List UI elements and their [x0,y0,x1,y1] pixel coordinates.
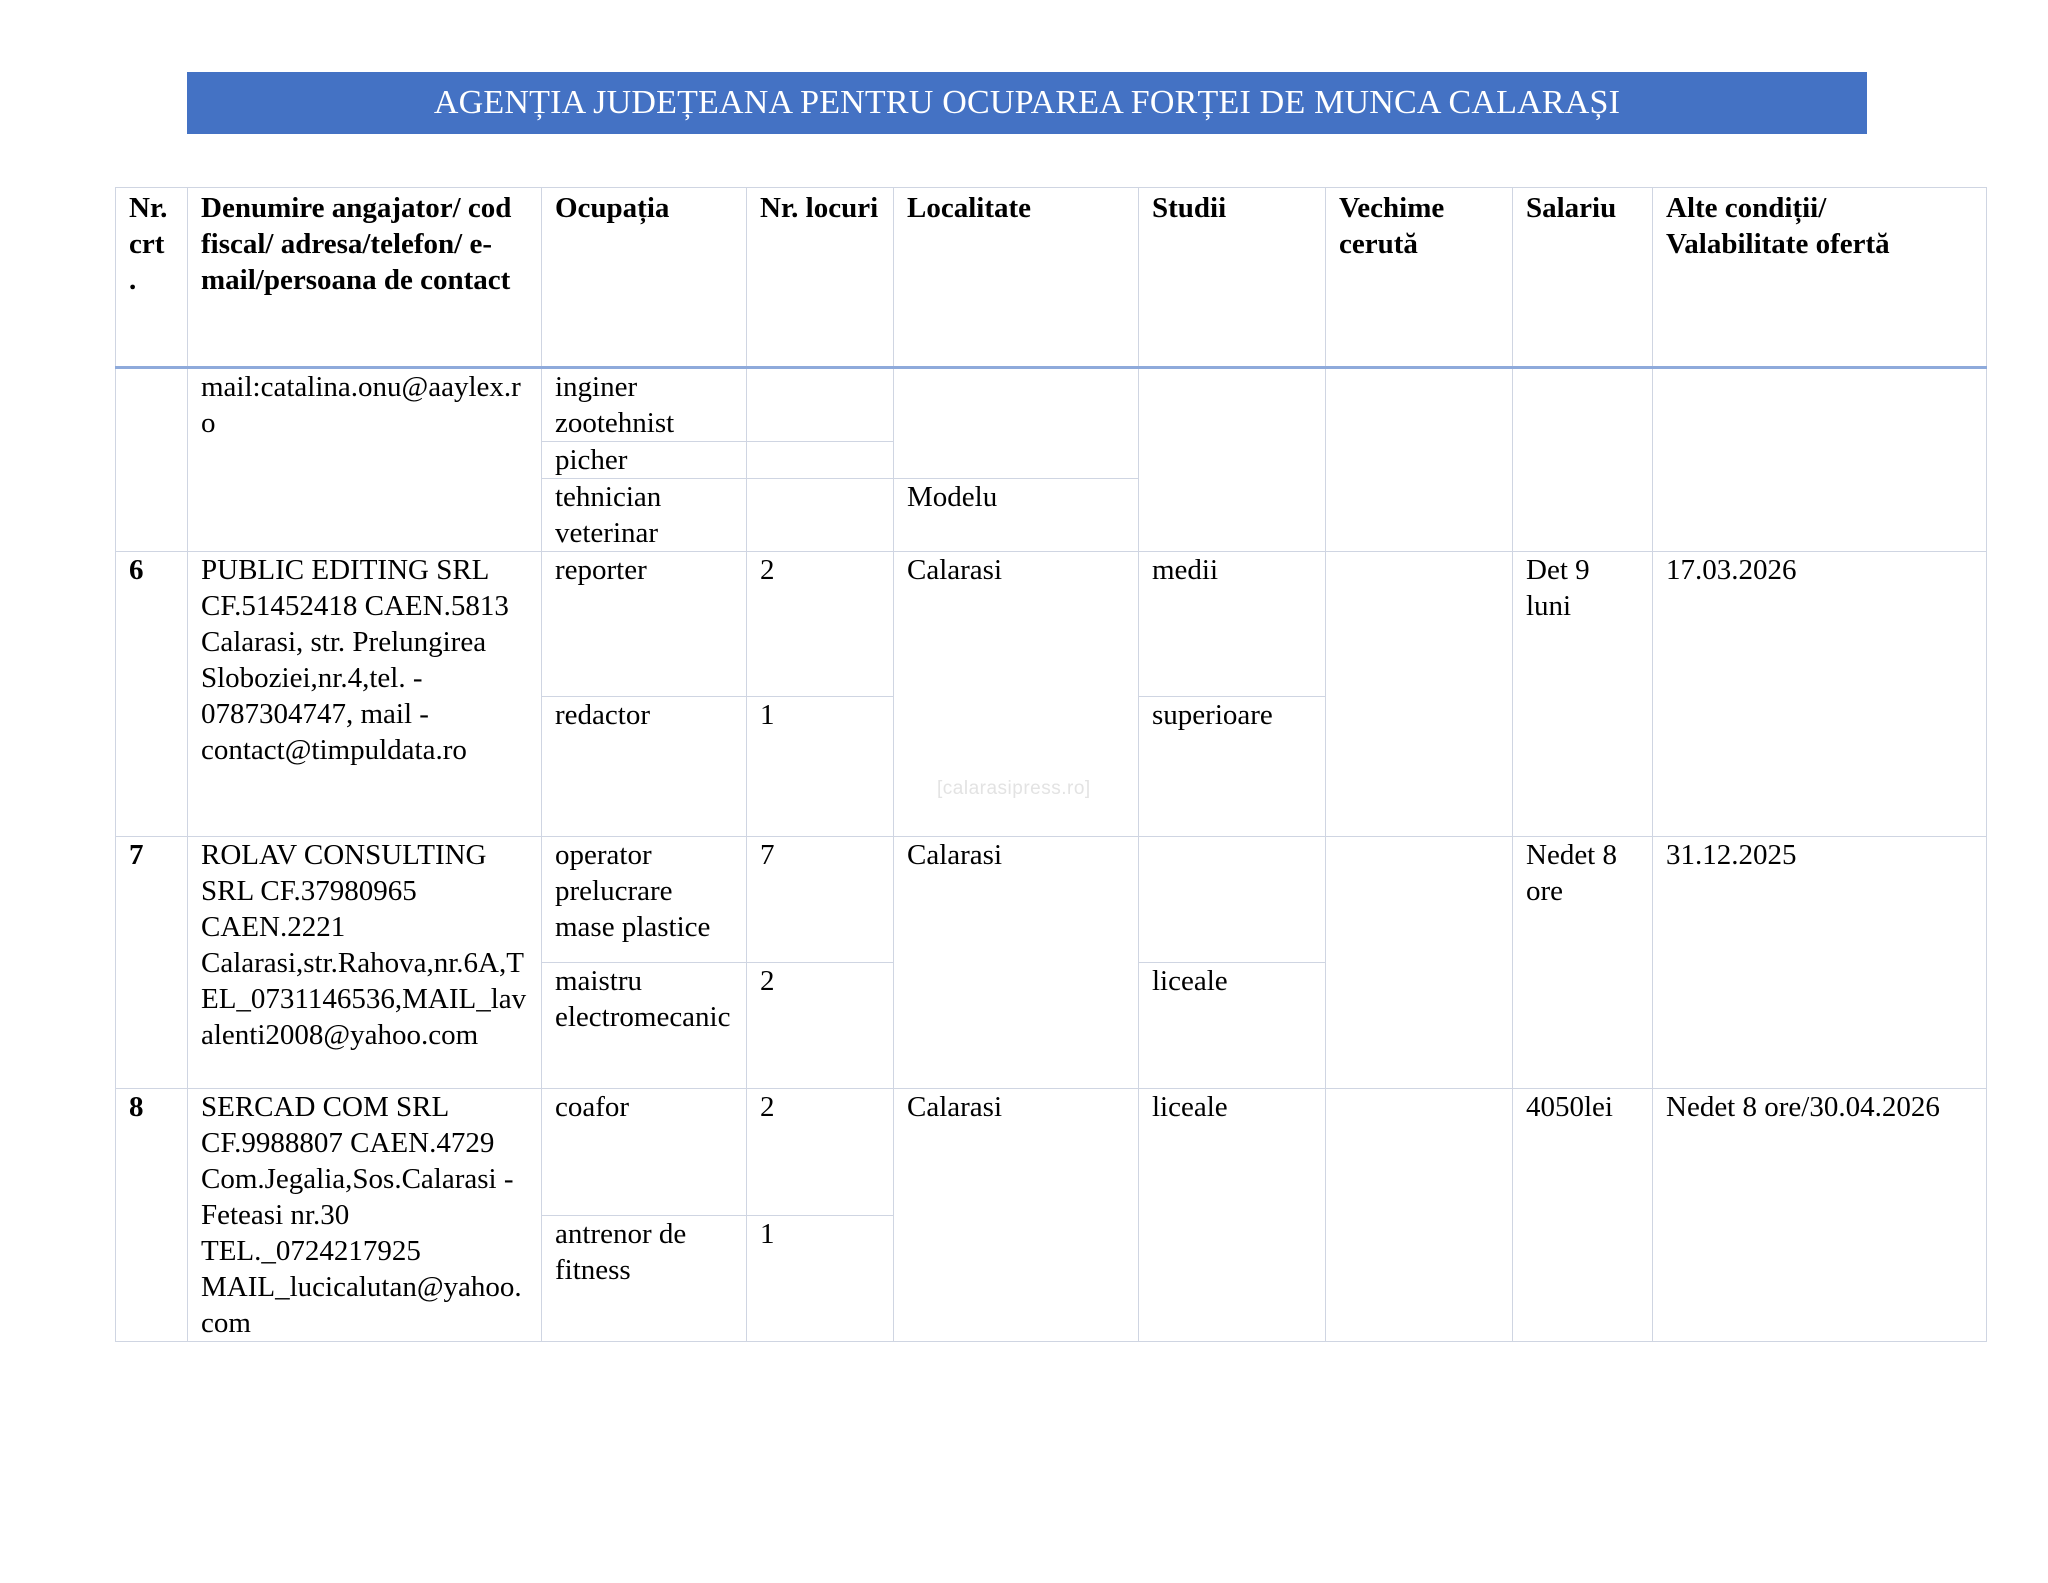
cell-ocupatia: picher [542,442,747,479]
table-row [116,837,1987,963]
cell-vechime [1326,1089,1513,1342]
cell-vechime [1326,368,1513,552]
header-localitate: Localitate [894,188,1139,368]
cell-studii: liceale [1139,1089,1326,1342]
cell-alte-conditii: 31.12.2025 [1653,837,1987,1089]
cell-locuri: 2 [747,1089,894,1216]
cell-studii: superioare [1139,697,1326,837]
cell-localitate [894,368,1139,479]
cell-localitate: Calarasi [894,552,1139,837]
cell-localitate: Calarasi [894,837,1139,1089]
cell-ocupatia: inginer zootehnist [542,368,747,442]
cell-salariu: 4050lei [1513,1089,1653,1342]
header-studii: Studii [1139,188,1326,368]
header-vechime: Vechime cerută [1326,188,1513,368]
header-salariu: Salariu [1513,188,1653,368]
cell-studii: liceale [1139,963,1326,1089]
cell-salariu: Det 9 luni [1513,552,1653,837]
cell-ocupatia: reporter [542,552,747,697]
cell-ocupatia: antrenor de fitness [542,1215,747,1342]
cell-localitate: Modelu [894,479,1139,552]
agency-banner: AGENȚIA JUDEȚEANA PENTRU OCUPAREA FORȚEI DE MUNCA CALARAȘI [187,72,1867,134]
cell-localitate: Calarasi [894,1089,1139,1342]
cell-studii: medii [1139,552,1326,697]
cell-angajator: SERCAD COM SRL CF.9988807 CAEN.4729 Com.Jegalia,Sos.Calarasi -Feteasi nr.30 TEL._0724217925 MAIL_lucicalutan@yahoo.com [188,1089,542,1342]
table-row [116,368,1987,442]
cell-ocupatia: tehnician veterinar [542,479,747,552]
table-header-row [116,188,1987,368]
header-alte-conditii: Alte condiții/ Valabilitate ofertă [1653,188,1987,368]
cell-studii [1139,368,1326,552]
cell-ocupatia: coafor [542,1089,747,1216]
cell-studii [1139,837,1326,963]
header-nr-crt: Nr. crt . [116,188,188,368]
cell-salariu [1513,368,1653,552]
cell-alte-conditii: Nedet 8 ore/30.04.2026 [1653,1089,1987,1342]
cell-alte-conditii [1653,368,1987,552]
table-row [116,1089,1987,1216]
cell-angajator: mail:catalina.onu@aaylex.ro [188,368,542,552]
header-nr-locuri: Nr. locuri [747,188,894,368]
cell-locuri [747,442,894,479]
cell-ocupatia: redactor [542,697,747,837]
cell-angajator: PUBLIC EDITING SRL CF.51452418 CAEN.5813 Calarasi, str. Prelungirea Sloboziei,nr.4,tel. - 0787304747, mail - contact@timpuldata.ro [188,552,542,837]
cell-locuri [747,368,894,442]
cell-nr [116,368,188,552]
job-offers-table [115,187,1987,1342]
cell-angajator: ROLAV CONSULTING SRL CF.37980965 CAEN.2221 Calarasi,str.Rahova,nr.6A,TEL_0731146536,MAIL_lavalenti2008@yahoo.com [188,837,542,1089]
cell-locuri: 2 [747,963,894,1089]
cell-locuri: 1 [747,1215,894,1342]
header-ocupatia: Ocupația [542,188,747,368]
cell-salariu: Nedet 8 ore [1513,837,1653,1089]
cell-ocupatia: maistru electromecanic [542,963,747,1089]
cell-vechime [1326,552,1513,837]
cell-nr: 8 [116,1089,188,1342]
cell-nr: 7 [116,837,188,1089]
cell-locuri: 1 [747,697,894,837]
cell-vechime [1326,837,1513,1089]
cell-alte-conditii: 17.03.2026 [1653,552,1987,837]
cell-locuri: 2 [747,552,894,697]
cell-locuri: 7 [747,837,894,963]
table-row [116,552,1987,697]
cell-nr: 6 [116,552,188,837]
header-angajator: Denumire angajator/ cod fiscal/ adresa/telefon/ e-mail/persoana de contact [188,188,542,368]
cell-ocupatia: operator prelucrare mase plastice [542,837,747,963]
cell-locuri [747,479,894,552]
watermark: [calarasipress.ro] [937,778,1091,799]
